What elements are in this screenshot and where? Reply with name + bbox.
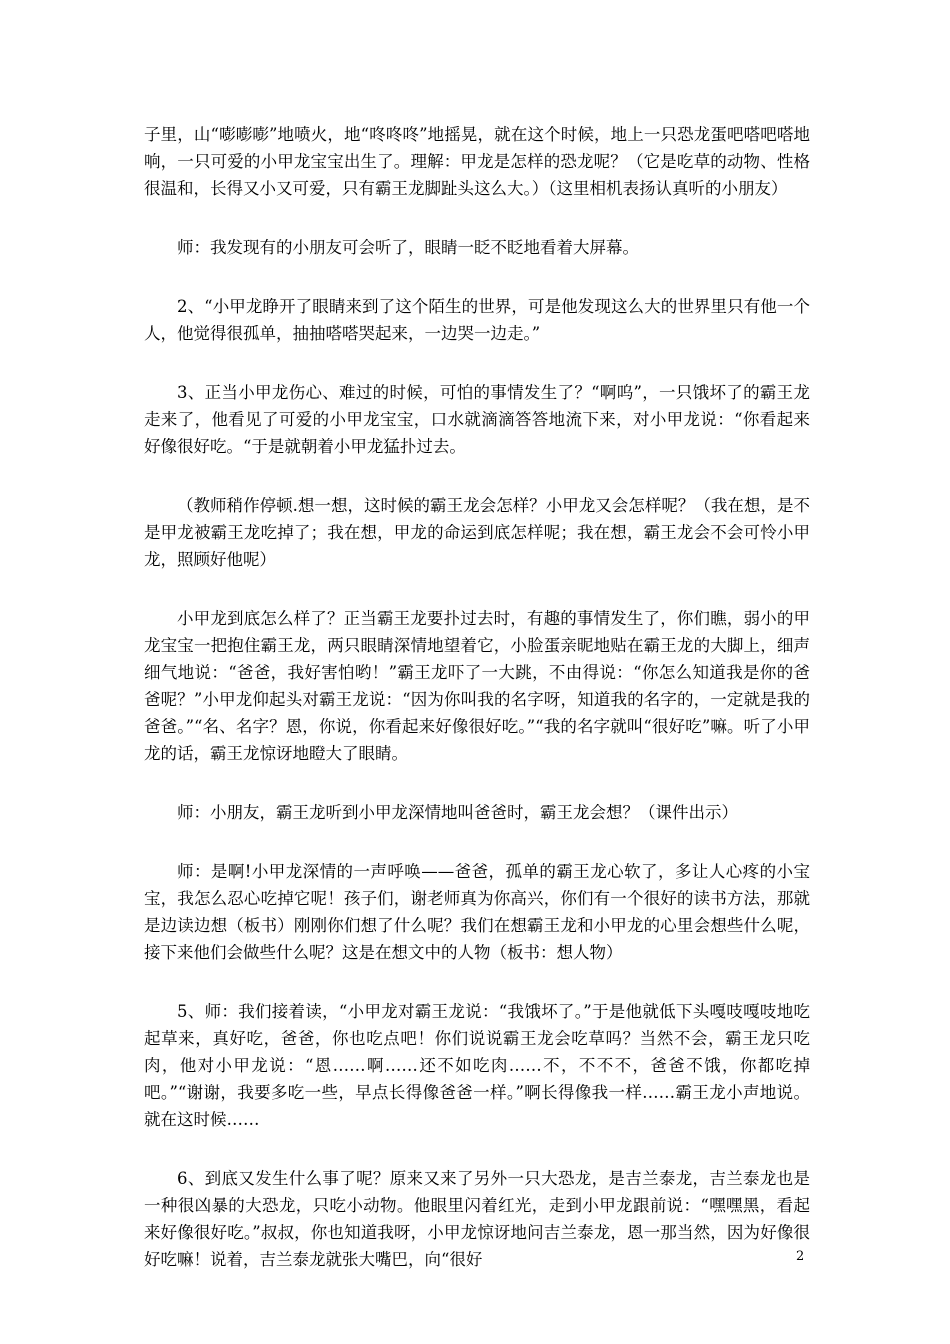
paragraph-5: （教师稍作停顿.想一想，这时候的霸王龙会怎样？小甲龙又会怎样呢？（我在想，是不是甲龙被霸王龙吃掉了；我在想，甲龙的命运到底怎样呢；我在想，霸王龙会不会可怜小甲龙，照顾好他呢）: [144, 496, 810, 569]
paragraph-4: 3、正当小甲龙伤心、难过的时候，可怕的事情发生了？“啊呜”，一只饿坏了的霸王龙走来了，他看见了可爱的小甲龙宝宝，口水就滴滴答答地流下来，对小甲龙说：“你看起来好像很好吃。“于是就朝着小甲龙猛扑过去。: [144, 383, 810, 456]
paragraph-1: 子里，山“嘭嘭嘭”地喷火，地“咚咚咚”地摇晃，就在这个时候，地上一只恐龙蛋吧嗒吧嗒地响，一只可爱的小甲龙宝宝出生了。理解：甲龙是怎样的恐龙呢？（它是吃草的动物、性格很温和，长得又小又可爱，只有霸王龙脚趾头这么大。）（这里相机表扬认真听的小朋友）: [144, 125, 810, 198]
paragraph-9: 5、师：我们接着读，“小甲龙对霸王龙说：“我饿坏了。”于是他就低下头嘎吱嘎吱地吃起草来，真好吃，爸爸，你也吃点吧！你们说说霸王龙会吃草吗？当然不会，霸王龙只吃肉，他对小甲龙说：“恩……啊……还不如吃肉……不，不不不，爸爸不饿，你都吃掉吧。”“谢谢，我要多吃一些，早点长得像爸爸一样。”啊长得像我一样……霸王龙小声地说。就在这时候……: [144, 1002, 810, 1129]
paragraph-8: 师：是啊!小甲龙深情的一声呼唤——爸爸，孤单的霸王龙心软了，多让人心疼的小宝宝，我怎么忍心吃掉它呢！孩子们，谢老师真为你高兴，你们有一个很好的读书方法，那就是边读边想（板书）刚刚你们想了什么呢？我们在想霸王龙和小甲龙的心里会想些什么呢，接下来他们会做些什么呢？这是在想文中的人物（板书：想人物）: [144, 862, 810, 962]
paragraph-3: 2、“小甲龙睁开了眼睛来到了这个陌生的世界，可是他发现这么大的世界里只有他一个人，他觉得很孤单，抽抽嗒嗒哭起来，一边哭一边走。”: [144, 297, 810, 343]
paragraph-2: 师：我发现有的小朋友可会听了，眼睛一眨不眨地看着大屏幕。: [177, 238, 639, 257]
document-body: [144, 121, 810, 1305]
paragraph-10: 6、到底又发生什么事了呢？原来又来了另外一只大恐龙，是吉兰泰龙，吉兰泰龙也是一种很凶暴的大恐龙，只吃小动物。他眼里闪着红光，走到小甲龙跟前说：“嘿嘿黑，看起来好像很好吃。”叔叔，你也知道我呀，小甲龙惊讶地问吉兰泰龙，恩一那当然，因为好像很好吃嘛！说着，吉兰泰龙就张大嘴巴，向“很好: [144, 1169, 810, 1269]
paragraph-7: 师：小朋友，霸王龙听到小甲龙深情地叫爸爸时，霸王龙会想？（课件出示）: [177, 803, 738, 822]
paragraph-6: 小甲龙到底怎么样了？正当霸王龙要扑过去时，有趣的事情发生了，你们瞧，弱小的甲龙宝宝一把抱住霸王龙，两只眼睛深情地望着它，小脸蛋亲昵地贴在霸王龙的大脚上，细声细气地说：“爸爸，我好害怕哟！”霸王龙吓了一大跳，不由得说：“你怎么知道我是你的爸爸呢？”小甲龙仰起头对霸王龙说：“因为你叫我的名字呀，知道我的名字的，一定就是我的爸爸。”“名、名字？恩，你说，你看起来好像很好吃。”“我的名字就叫“很好吃”嘛。听了小甲龙的话，霸王龙惊讶地瞪大了眼睛。: [144, 609, 810, 763]
page-number: 2: [796, 1249, 805, 1264]
